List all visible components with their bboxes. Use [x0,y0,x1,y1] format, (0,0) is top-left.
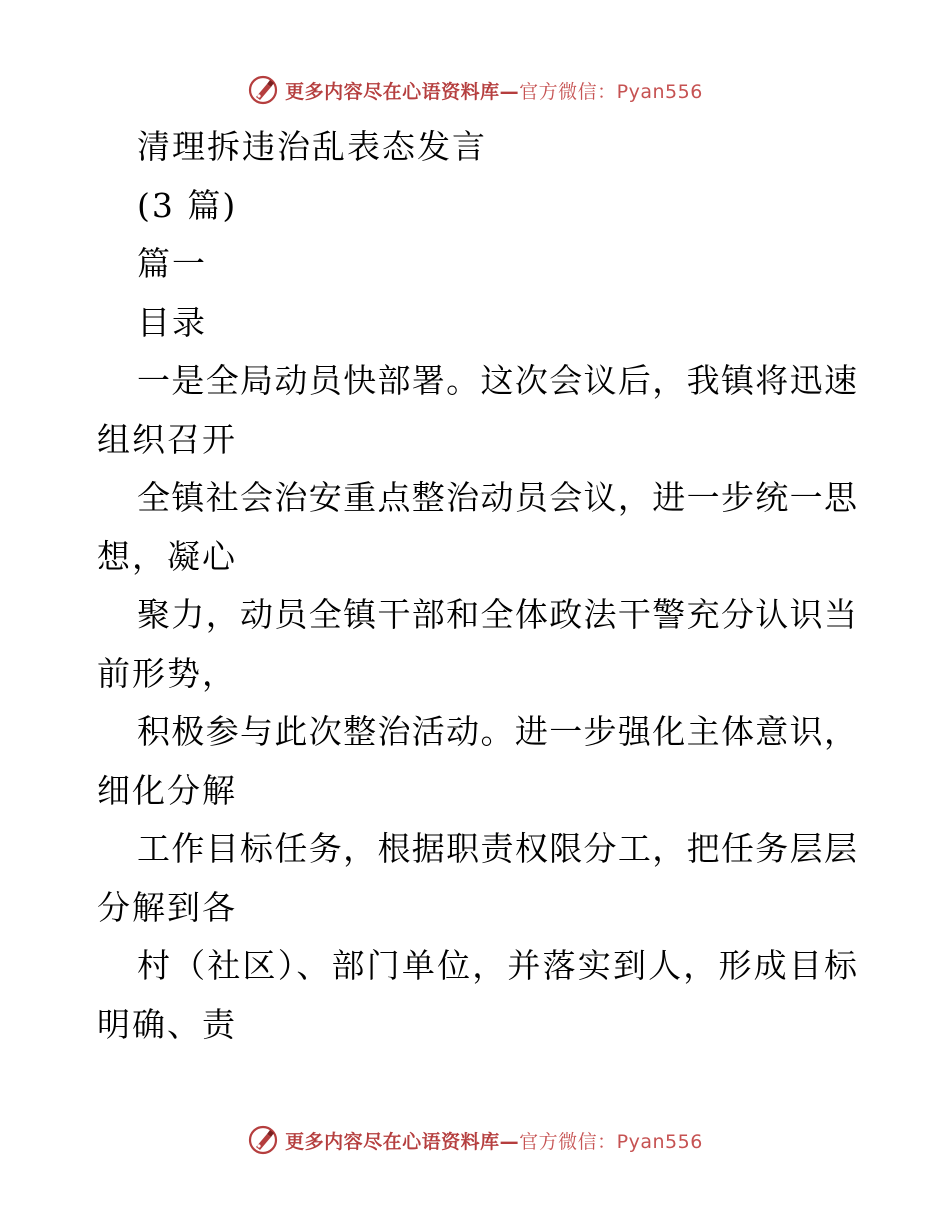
text-line: 清理拆违治乱表态发言 [137,127,487,166]
text-line: (3 篇) [137,185,238,225]
document-body [97,118,857,1054]
text-line: 篇一 [137,244,207,283]
text-line: 目录 [137,302,207,342]
footer-watermark [0,1120,950,1160]
watermark-text [285,1127,703,1154]
text-line: 一是全局动员快部署。这次会议后，我镇将迅速 [137,361,857,400]
text-line: 积极参与此次整治活动。进一步强化主体意识， [137,712,857,751]
text-line: 想，凝心 [97,536,237,576]
header-watermark [0,70,950,110]
pen-logo-icon [247,1124,279,1156]
text-line: 村（社区）、部门单位，并落实到人，形成目标 [137,946,857,985]
text-line: 聚力，动员全镇干部和全体政法干警充分认识当 [137,595,857,634]
text-line: 明确、责 [97,1004,237,1044]
watermark-contact: 官方微信：Pyan556 [519,80,703,103]
watermark-main: 更多内容尽在心语资料库— [285,80,520,103]
text-line: 分解到各 [97,887,237,927]
watermark-text [285,77,703,104]
watermark-main: 更多内容尽在心语资料库— [285,1130,520,1153]
text-line: 全镇社会治安重点整治动员会议，进一步统一思 [137,478,857,517]
watermark-contact: 官方微信：Pyan556 [519,1130,703,1153]
text-line: 前形势， [97,653,237,693]
pen-logo-icon [247,74,279,106]
text-line: 细化分解 [97,770,237,810]
text-line: 工作目标任务，根据职责权限分工，把任务层层 [137,829,857,868]
text-line: 组织召开 [97,419,237,459]
